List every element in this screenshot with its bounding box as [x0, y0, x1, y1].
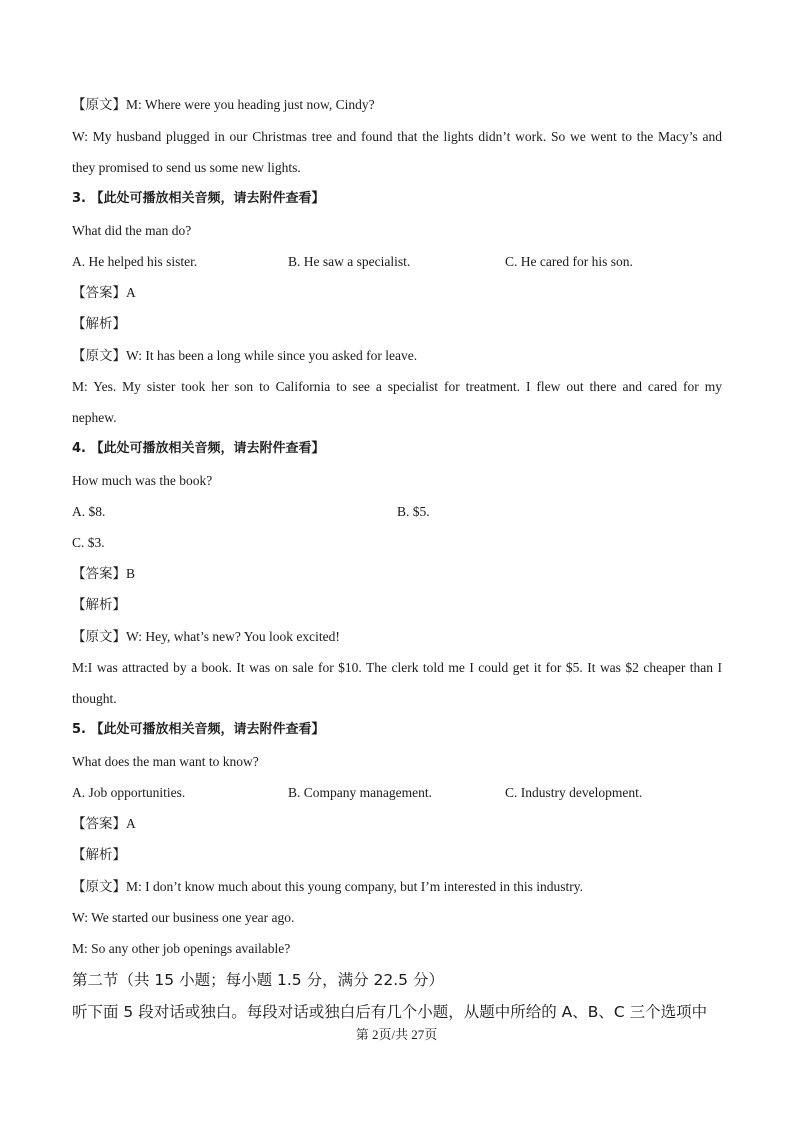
q3-header: 3. 【此处可播放相关音频，请去附件查看】 [72, 191, 325, 206]
q4-header: 4. 【此处可播放相关音频，请去附件查看】 [72, 441, 325, 456]
section2-instruction: 听下面 5 段对话或独白。每段对话或独白后有几个小题，从题中所给的 A、B、C 三个选项中 [72, 1003, 708, 1021]
q5-question: What does the man want to know? [72, 754, 259, 769]
q5-answer: 【答案】A [72, 816, 136, 831]
q5-option-b: B. Company management. [288, 785, 432, 800]
q4-answer: 【答案】B [72, 566, 136, 581]
q3-transcript-line-3: nephew. [72, 410, 117, 425]
q5-header: 5. 【此处可播放相关音频，请去附件查看】 [72, 722, 325, 737]
q3-answer: 【答案】A [72, 285, 136, 300]
q3-analysis: 【解析】 [72, 316, 126, 331]
q3-option-c: C. He cared for his son. [505, 254, 633, 269]
q4-transcript-line-1: 【原文】W: Hey, what’s new? You look excited! [72, 629, 340, 644]
q4-transcript-line-3: thought. [72, 691, 117, 706]
q2-transcript-line-1: 【原文】M: Where were you heading just now, Cindy? [72, 97, 375, 112]
q5-option-c: C. Industry development. [505, 785, 643, 800]
q4-option-a: A. $8. [72, 504, 106, 519]
q5-transcript-line-2: W: We started our business one year ago. [72, 910, 295, 925]
q5-transcript-line-1: 【原文】M: I don’t know much about this young company, but I’m interested in this industry. [72, 879, 583, 894]
q5-options [72, 784, 722, 802]
q4-option-b: B. $5. [397, 504, 430, 519]
q5-option-a: A. Job opportunities. [72, 785, 186, 800]
q2-transcript-line-2: W: My husband plugged in our Christmas tree and found that the lights didn’t work. So we went to the Macy’s and [72, 129, 722, 144]
q3-question: What did the man do? [72, 223, 192, 238]
q4-options-row-2 [72, 534, 722, 552]
q3-option-a: A. He helped his sister. [72, 254, 198, 269]
page-number-footer: 第 2页/共 27页 [355, 1027, 438, 1042]
q3-transcript-line-2: M: Yes. My sister took her son to California to see a specialist for treatment. I flew out there and cared for my [72, 379, 722, 394]
q5-analysis: 【解析】 [72, 847, 126, 862]
q3-options [72, 253, 722, 271]
q3-transcript-line-1: 【原文】W: It has been a long while since you asked for leave. [72, 348, 418, 363]
section2-heading: 第二节（共 15 小题；每小题 1.5 分，满分 22.5 分） [72, 971, 444, 989]
q4-transcript-line-2: M:I was attracted by a book. It was on sale for $10. The clerk told me I could get it for $5. It was $2 cheaper than I [72, 660, 722, 675]
q4-analysis: 【解析】 [72, 597, 126, 612]
q5-transcript-line-3: M: So any other job openings available? [72, 941, 291, 956]
q3-option-b: B. He saw a specialist. [288, 254, 411, 269]
q2-transcript-line-3: they promised to send us some new lights. [72, 160, 301, 175]
q4-option-c: C. $3. [72, 535, 105, 550]
q4-options-row-1 [72, 503, 722, 521]
q4-question: How much was the book? [72, 473, 213, 488]
